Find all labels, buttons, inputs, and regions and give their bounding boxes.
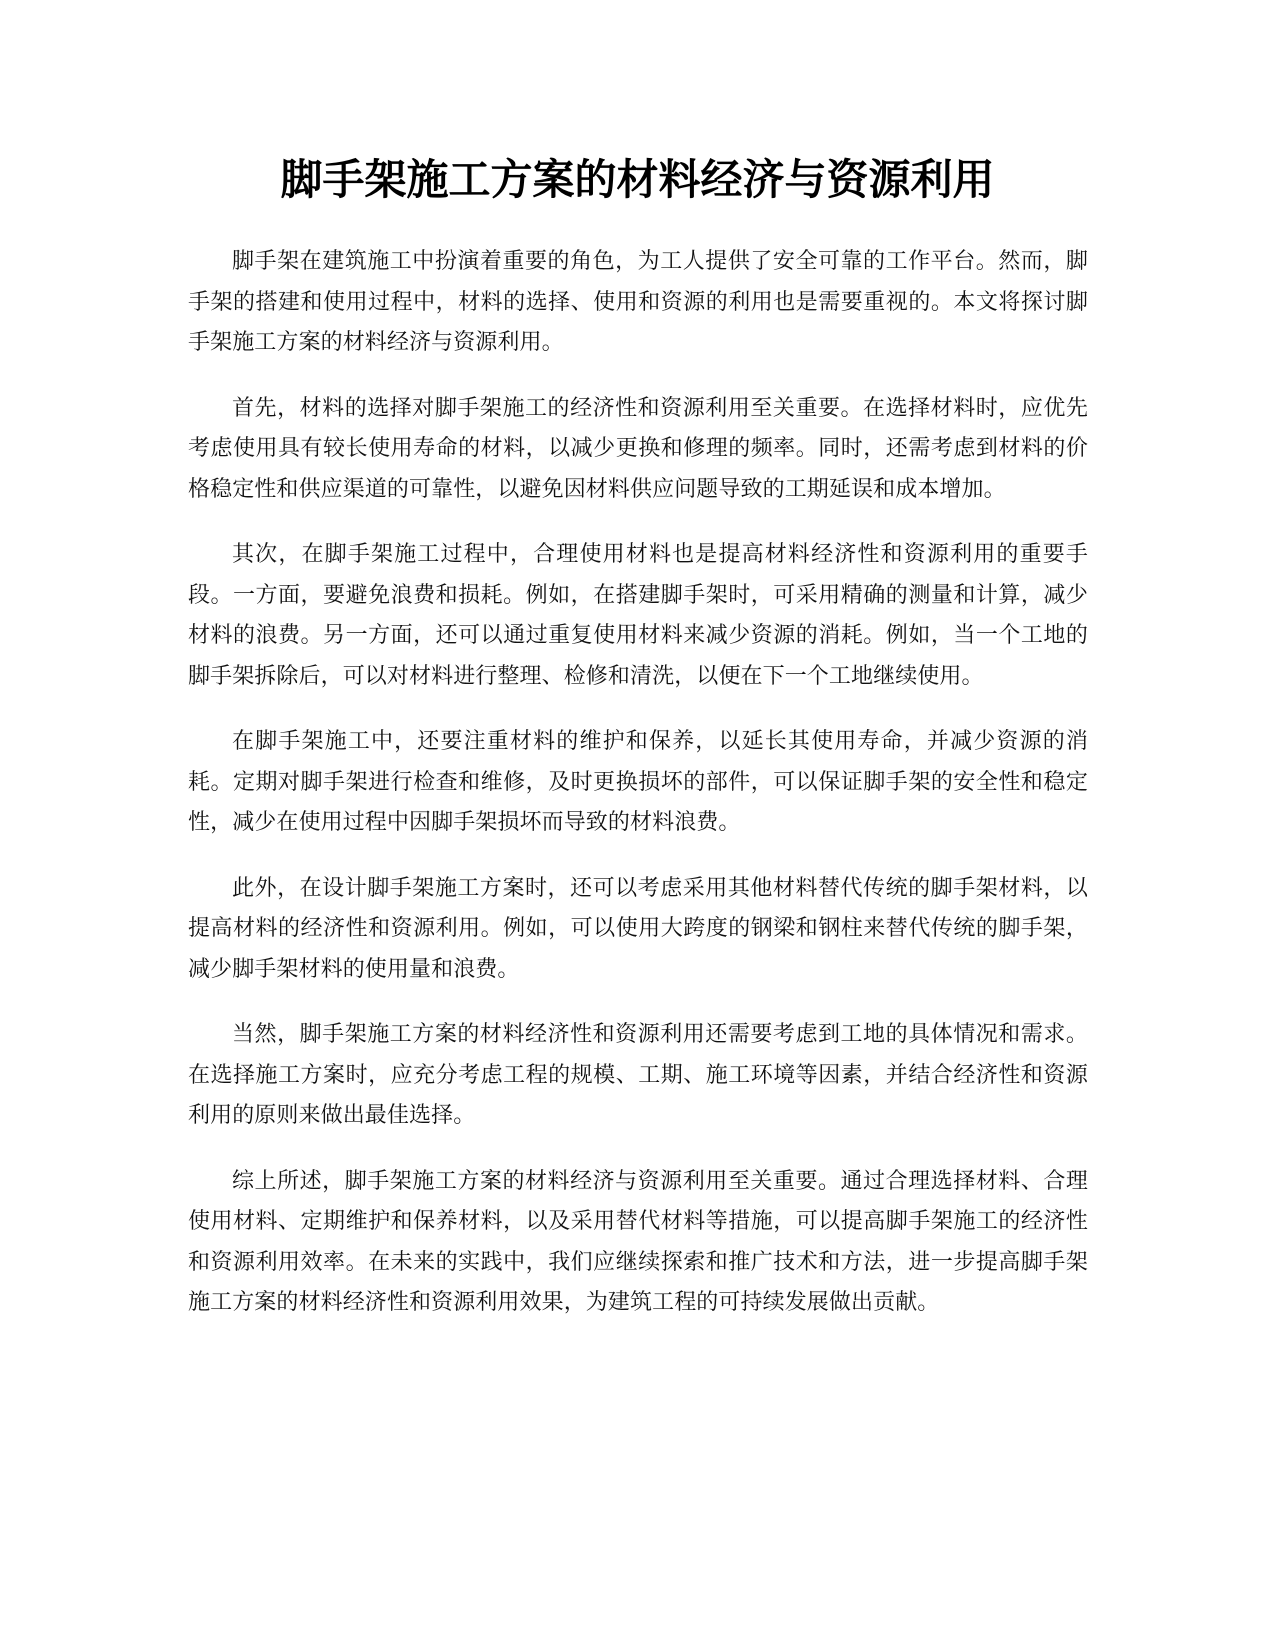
document-title: 脚手架施工方案的材料经济与资源利用 — [280, 155, 995, 204]
paragraph-7: 综上所述，脚手架施工方案的材料经济与资源利用至关重要。通过合理选择材料、合理使用材料、定期维护和保养材料，以及采用替代材料等措施，可以提高脚手架施工的经济性和资源利用效率。在未来的实践中，我们应继续探索和推广技术和方法，进一步提高脚手架施工方案的材料经济性和资源利用效果，为建筑工程的可持续发展做出贡献。 — [188, 1168, 1088, 1315]
paragraph-4: 在脚手架施工中，还要注重材料的维护和保养，以延长其使用寿命，并减少资源的消耗。定期对脚手架进行检查和维修，及时更换损坏的部件，可以保证脚手架的安全性和稳定性，减少在使用过程中因脚手架损坏而导致的材料浪费。 — [188, 729, 1088, 835]
paragraph-2: 首先，材料的选择对脚手架施工的经济性和资源利用至关重要。在选择材料时，应优先考虑使用具有较长使用寿命的材料，以减少更换和修理的频率。同时，还需考虑到材料的价格稳定性和供应渠道的可靠性，以避免因材料供应问题导致的工期延误和成本增加。 — [188, 395, 1088, 502]
paragraph-1: 脚手架在建筑施工中扮演着重要的角色，为工人提供了安全可靠的工作平台。然而，脚手架的搭建和使用过程中，材料的选择、使用和资源的利用也是需要重视的。本文将探讨脚手架施工方案的材料经济与资源利用。 — [188, 249, 1088, 355]
paragraph-5: 此外，在设计脚手架施工方案时，还可以考虑采用其他材料替代传统的脚手架材料，以提高材料的经济性和资源利用。例如，可以使用大跨度的钢梁和钢柱来替代传统的脚手架，减少脚手架材料的使用量和浪费。 — [188, 875, 1088, 982]
paragraph-3: 其次，在脚手架施工过程中，合理使用材料也是提高材料经济性和资源利用的重要手段。一方面，要避免浪费和损耗。例如，在搭建脚手架时，可采用精确的测量和计算，减少材料的浪费。另一方面，还可以通过重复使用材料来减少资源的消耗。例如，当一个工地的脚手架拆除后，可以对材料进行整理、检修和清洗，以便在下一个工地继续使用。 — [188, 542, 1088, 689]
document-body — [188, 242, 1088, 1349]
paragraph-6: 当然，脚手架施工方案的材料经济性和资源利用还需要考虑到工地的具体情况和需求。在选择施工方案时，应充分考虑工程的规模、工期、施工环境等因素，并结合经济性和资源利用的原则来做出最佳选择。 — [188, 1022, 1088, 1128]
